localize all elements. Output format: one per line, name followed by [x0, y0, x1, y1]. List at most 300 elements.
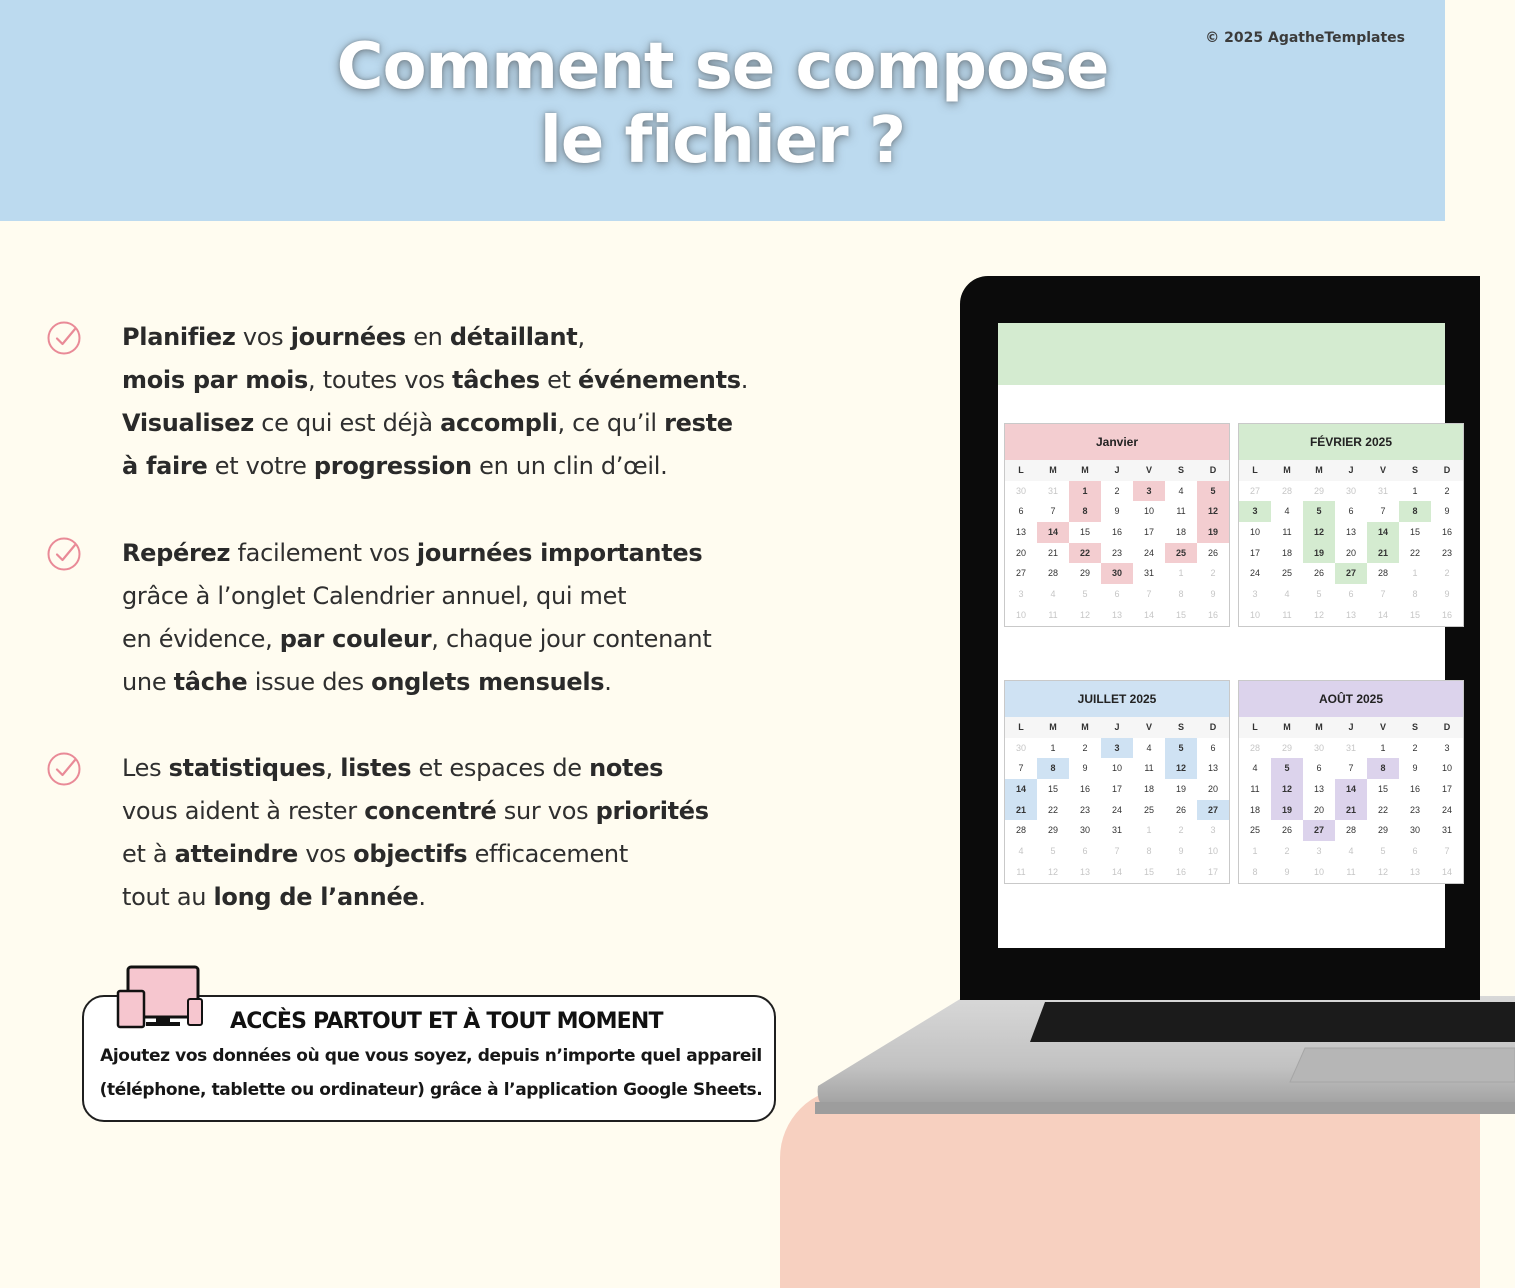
weekday-label: S: [1399, 460, 1431, 481]
calendar-day: 23: [1079, 804, 1090, 815]
calendar-week-row: [1005, 758, 1229, 779]
body-text: vos: [297, 840, 354, 868]
calendar-day-highlighted: 14: [1335, 779, 1367, 800]
calendar-day: 2: [1082, 742, 1088, 753]
body-text: en un clin d’œil.: [471, 452, 668, 480]
calendar-day-highlighted: 8: [1367, 758, 1399, 779]
calendar-day: 30: [1015, 742, 1026, 753]
body-text: ce qui est déjà: [253, 409, 441, 437]
calendar-day: 7: [1146, 589, 1152, 600]
calendar-day: 1: [1178, 568, 1184, 579]
calendar-day: 4: [1284, 506, 1290, 517]
calendar-day: 9: [1284, 866, 1290, 877]
weekday-label: M: [1271, 460, 1303, 481]
calendar-day: 4: [1284, 589, 1290, 600]
calendar-weekday-row: [1239, 460, 1463, 481]
body-text: sur vos: [496, 797, 596, 825]
emphasis-text: priorités: [595, 797, 709, 825]
access-description: [84, 1039, 778, 1107]
calendar-day: 15: [1175, 609, 1186, 620]
weekday-label: V: [1133, 460, 1165, 481]
weekday-label: J: [1335, 717, 1367, 738]
calendar-day: 17: [1207, 866, 1218, 877]
emphasis-text: Repérez: [122, 539, 231, 567]
body-text: facilement vos: [230, 539, 417, 567]
calendar-week-row: [1005, 543, 1229, 564]
calendar-day-highlighted: 8: [1037, 758, 1069, 779]
calendar-title: AOÛT 2025: [1239, 681, 1463, 717]
calendar-day-highlighted: 14: [1367, 522, 1399, 543]
calendar-day: 8: [1146, 846, 1152, 857]
calendar-day: 10: [1207, 846, 1218, 857]
calendar-day: 1: [1252, 846, 1258, 857]
weekday-label: D: [1431, 717, 1463, 738]
calendar-day: 14: [1441, 866, 1452, 877]
calendar-day: 12: [1377, 866, 1388, 877]
feature-text: [122, 747, 806, 919]
calendar-day-highlighted: 21: [1005, 800, 1037, 821]
calendar-title: JUILLET 2025: [1005, 681, 1229, 717]
body-text: et espaces de: [411, 754, 590, 782]
body-text: .: [604, 668, 612, 696]
calendar-day-highlighted: 3: [1239, 501, 1271, 522]
body-text: efficacement: [467, 840, 628, 868]
calendar-day: 9: [1444, 506, 1450, 517]
calendar-day: 7: [1348, 763, 1354, 774]
weekday-label: M: [1069, 717, 1101, 738]
calendar-day-highlighted: 30: [1101, 563, 1133, 584]
weekday-label: D: [1431, 460, 1463, 481]
calendar-day: 31: [1441, 825, 1452, 836]
body-text: en: [405, 323, 450, 351]
calendar-week-row: [1005, 481, 1229, 502]
calendar-week-row: [1239, 563, 1463, 584]
emphasis-text: reste: [664, 409, 733, 437]
calendar-day: 12: [1313, 609, 1324, 620]
calendar-day: 2: [1114, 485, 1120, 496]
check-circle-icon: [46, 320, 82, 356]
calendar-day: 9: [1114, 506, 1120, 517]
emphasis-text: accompli: [440, 409, 558, 437]
calendar-day: 30: [1015, 485, 1026, 496]
weekday-label: V: [1367, 717, 1399, 738]
calendar-day-highlighted: 12: [1197, 501, 1229, 522]
calendar-day: 20: [1207, 784, 1218, 795]
calendar-day: 5: [1050, 846, 1056, 857]
calendar-day: 6: [1316, 763, 1322, 774]
calendar-day: 3: [1018, 589, 1024, 600]
calendar-day-highlighted: 27: [1335, 563, 1367, 584]
body-text: , toutes vos: [308, 366, 453, 394]
calendar-day: 29: [1047, 825, 1058, 836]
calendar-title: Janvier: [1005, 424, 1229, 460]
calendar-day: 13: [1345, 609, 1356, 620]
calendar-day-highlighted: 21: [1367, 543, 1399, 564]
laptop-screen: [998, 323, 1452, 948]
weekday-label: L: [1005, 717, 1037, 738]
emphasis-text: par couleur: [279, 625, 432, 653]
calendar-day: 11: [1144, 763, 1154, 774]
calendar-day: 13: [1409, 866, 1420, 877]
calendar-day-highlighted: 1: [1069, 481, 1101, 502]
calendar-day: 11: [1282, 609, 1292, 620]
calendar-day: 9: [1412, 763, 1418, 774]
calendar-week-row: [1005, 841, 1229, 862]
weekday-label: S: [1165, 717, 1197, 738]
calendar-day: 27: [1015, 568, 1026, 579]
calendar-day: 18: [1249, 804, 1260, 815]
calendar-day: 15: [1079, 527, 1090, 538]
calendar-weekday-row: [1005, 460, 1229, 481]
calendar-week-row: [1005, 501, 1229, 522]
calendar-day: 1: [1412, 568, 1418, 579]
page-title: [0, 30, 1445, 178]
calendar-day: 31: [1377, 485, 1388, 496]
calendar-day: 26: [1313, 568, 1324, 579]
calendar-day: 30: [1313, 742, 1324, 753]
calendar-day: 4: [1348, 846, 1354, 857]
weekday-label: M: [1037, 460, 1069, 481]
calendar-day: 7: [1114, 846, 1120, 857]
weekday-label: V: [1367, 460, 1399, 481]
calendar-week-row: [1005, 563, 1229, 584]
decorative-pink-shape: [780, 1088, 1480, 1288]
calendar-february: [1238, 423, 1464, 627]
access-title: ACCÈS PARTOUT ET À TOUT MOMENT: [230, 1009, 663, 1034]
title-line-1: Comment se compose: [336, 30, 1109, 104]
emphasis-text: progression: [313, 452, 472, 480]
calendar-title: FÉVRIER 2025: [1239, 424, 1463, 460]
calendar-day: 1: [1146, 825, 1152, 836]
emphasis-text: à faire: [122, 452, 208, 480]
calendar-day: 11: [1176, 506, 1186, 517]
calendar-day: 16: [1441, 609, 1452, 620]
calendar-day: 1: [1412, 485, 1418, 496]
laptop-base: [815, 996, 1515, 1116]
calendar-week-row: [1239, 522, 1463, 543]
calendar-day: 3: [1210, 825, 1216, 836]
calendar-day: 6: [1348, 589, 1354, 600]
calendar-day-highlighted: 21: [1335, 800, 1367, 821]
emphasis-text: journées importantes: [416, 539, 703, 567]
calendar-day-highlighted: 14: [1005, 779, 1037, 800]
calendar-day: 24: [1441, 804, 1452, 815]
calendar-week-row: [1005, 522, 1229, 543]
calendar-day-highlighted: 19: [1197, 522, 1229, 543]
copyright-notice: © 2025 AgatheTemplates: [1205, 30, 1405, 46]
calendar-week-row: [1005, 584, 1229, 605]
calendar-day-highlighted: 8: [1399, 501, 1431, 522]
calendar-day: 3: [1444, 742, 1450, 753]
calendar-day: 16: [1409, 784, 1420, 795]
calendar-day: 31: [1345, 742, 1356, 753]
calendar-weekday-row: [1239, 717, 1463, 738]
calendar-day: 29: [1313, 485, 1324, 496]
calendar-day-highlighted: 5: [1303, 501, 1335, 522]
calendar-day: 13: [1015, 527, 1026, 538]
body-text: tout au: [122, 883, 214, 911]
calendar-day: 29: [1079, 568, 1090, 579]
calendar-january: [1004, 423, 1230, 627]
calendar-day: 10: [1249, 609, 1260, 620]
calendar-day-highlighted: 19: [1303, 543, 1335, 564]
calendar-day: 26: [1281, 825, 1292, 836]
calendar-day: 2: [1444, 485, 1450, 496]
emphasis-text: objectifs: [353, 840, 468, 868]
calendar-day: 7: [1050, 506, 1056, 517]
body-text: vous aident à rester: [122, 797, 365, 825]
calendar-day: 31: [1111, 825, 1122, 836]
calendar-day: 2: [1444, 568, 1450, 579]
calendar-day: 6: [1210, 742, 1216, 753]
weekday-label: J: [1101, 717, 1133, 738]
calendar-day: 21: [1047, 547, 1058, 558]
calendar-day: 16: [1111, 527, 1122, 538]
calendar-day: 3: [1316, 846, 1322, 857]
calendar-day-highlighted: 27: [1303, 820, 1335, 841]
calendar-day-highlighted: 22: [1069, 543, 1101, 564]
calendar-day-highlighted: 12: [1271, 779, 1303, 800]
calendar-day: 4: [1178, 485, 1184, 496]
calendar-day: 4: [1050, 589, 1056, 600]
calendar-day: 8: [1252, 866, 1258, 877]
calendar-day: 24: [1249, 568, 1260, 579]
calendar-week-row: [1239, 758, 1463, 779]
weekday-label: M: [1037, 717, 1069, 738]
body-text: issue des: [247, 668, 372, 696]
calendar-week-row: [1005, 605, 1229, 626]
calendar-day: 28: [1015, 825, 1026, 836]
calendar-day: 7: [1380, 506, 1386, 517]
calendar-day: 25: [1249, 825, 1260, 836]
body-text: ,: [577, 323, 585, 351]
calendar-day: 17: [1249, 547, 1260, 558]
weekday-label: S: [1399, 717, 1431, 738]
feature-statistics: [46, 747, 806, 919]
calendar-july: [1004, 680, 1230, 884]
calendar-day-highlighted: 8: [1069, 501, 1101, 522]
calendar-day: 26: [1207, 547, 1218, 558]
calendar-august: [1238, 680, 1464, 884]
emphasis-text: onglets mensuels: [371, 668, 605, 696]
check-circle-icon: [46, 751, 82, 787]
emphasis-text: Planifiez: [122, 323, 236, 351]
calendar-day: 7: [1380, 589, 1386, 600]
calendar-day: 6: [1348, 506, 1354, 517]
calendar-week-row: [1239, 605, 1463, 626]
body-text: ,: [325, 754, 341, 782]
calendar-day: 16: [1079, 784, 1090, 795]
calendar-day: 9: [1082, 763, 1088, 774]
calendar-day: 31: [1047, 485, 1058, 496]
calendar-day: 28: [1249, 742, 1260, 753]
calendar-day: 29: [1281, 742, 1292, 753]
calendar-day: 7: [1018, 763, 1024, 774]
calendar-day: 30: [1409, 825, 1420, 836]
emphasis-text: tâche: [173, 668, 248, 696]
calendar-week-row: [1239, 584, 1463, 605]
calendar-day: 6: [1114, 589, 1120, 600]
calendar-day-highlighted: 5: [1165, 738, 1197, 759]
calendar-day-highlighted: 27: [1197, 800, 1229, 821]
calendar-day: 9: [1444, 589, 1450, 600]
calendar-day: 2: [1210, 568, 1216, 579]
calendar-day: 24: [1111, 804, 1122, 815]
body-text: .: [740, 366, 749, 394]
emphasis-text: statistiques: [168, 754, 326, 782]
weekday-label: V: [1133, 717, 1165, 738]
calendar-day: 10: [1313, 866, 1324, 877]
calendar-day-highlighted: 12: [1303, 522, 1335, 543]
calendar-day: 15: [1143, 866, 1154, 877]
calendar-day: 13: [1313, 784, 1324, 795]
calendar-day: 11: [1016, 866, 1026, 877]
calendar-day-highlighted: 5: [1197, 481, 1229, 502]
feature-important-days: [46, 532, 806, 704]
spreadsheet-header-bar: [998, 323, 1445, 385]
calendar-day-highlighted: 12: [1165, 758, 1197, 779]
emphasis-text: concentré: [364, 797, 497, 825]
calendar-day: 13: [1111, 609, 1122, 620]
calendar-week-row: [1005, 779, 1229, 800]
calendar-day: 12: [1079, 609, 1090, 620]
calendar-day-highlighted: 25: [1165, 543, 1197, 564]
calendar-day-highlighted: 3: [1133, 481, 1165, 502]
calendar-weekday-row: [1005, 717, 1229, 738]
calendar-day: 10: [1249, 527, 1260, 538]
calendar-day: 28: [1281, 485, 1292, 496]
calendar-day: 16: [1207, 609, 1218, 620]
calendar-week-row: [1239, 779, 1463, 800]
calendar-day: 20: [1015, 547, 1026, 558]
body-text: grâce à l’onglet Calendrier annuel, qui met: [122, 582, 627, 610]
calendar-week-row: [1239, 738, 1463, 759]
body-text: .: [418, 883, 426, 911]
calendar-day: 8: [1412, 589, 1418, 600]
calendar-day: 5: [1082, 589, 1088, 600]
calendar-day: 29: [1377, 825, 1388, 836]
calendar-day: 4: [1146, 742, 1152, 753]
body-text: vos: [235, 323, 291, 351]
calendar-day: 10: [1143, 506, 1154, 517]
calendar-day: 11: [1250, 784, 1260, 795]
access-line-2: (téléphone, tablette ou ordinateur) grâce à l’application Google Sheets.: [99, 1080, 763, 1100]
calendar-day: 30: [1345, 485, 1356, 496]
calendar-day: 18: [1281, 547, 1292, 558]
devices-icon: [116, 965, 206, 1031]
calendar-day: 25: [1143, 804, 1154, 815]
calendar-week-row: [1239, 481, 1463, 502]
calendar-day: 5: [1316, 589, 1322, 600]
access-line-1: Ajoutez vos données où que vous soyez, depuis n’importe quel appareil: [100, 1046, 762, 1066]
calendar-week-row: [1239, 862, 1463, 883]
body-text: , chaque jour contenant: [431, 625, 712, 653]
calendar-day-highlighted: 19: [1271, 800, 1303, 821]
calendar-week-row: [1239, 501, 1463, 522]
calendar-day-highlighted: 3: [1101, 738, 1133, 759]
emphasis-text: mois par mois: [122, 366, 309, 394]
feature-planning: [46, 316, 806, 488]
emphasis-text: listes: [340, 754, 412, 782]
body-text: et: [539, 366, 579, 394]
calendar-week-row: [1005, 862, 1229, 883]
calendar-day: 30: [1079, 825, 1090, 836]
calendar-day: 11: [1282, 527, 1292, 538]
calendar-day: 24: [1143, 547, 1154, 558]
weekday-label: L: [1239, 460, 1271, 481]
body-text: et à: [122, 840, 175, 868]
body-text: et votre: [207, 452, 314, 480]
emphasis-text: journées: [290, 323, 406, 351]
calendar-day: 13: [1345, 527, 1356, 538]
calendar-day: 17: [1111, 784, 1122, 795]
calendar-day: 26: [1175, 804, 1186, 815]
calendar-day: 14: [1143, 609, 1154, 620]
emphasis-text: événements: [578, 366, 741, 394]
calendar-day: 28: [1047, 568, 1058, 579]
check-circle-icon: [46, 536, 82, 572]
calendar-day: 4: [1018, 846, 1024, 857]
calendar-day: 6: [1412, 846, 1418, 857]
calendar-day: 2: [1412, 742, 1418, 753]
calendar-day: 15: [1377, 784, 1388, 795]
calendar-week-row: [1005, 800, 1229, 821]
weekday-label: D: [1197, 717, 1229, 738]
calendar-day: 13: [1207, 763, 1218, 774]
calendar-day: 9: [1210, 589, 1216, 600]
body-text: en évidence,: [122, 625, 280, 653]
body-text: , ce qu’il: [557, 409, 665, 437]
calendar-day: 18: [1143, 784, 1154, 795]
calendar-day: 2: [1178, 825, 1184, 836]
calendar-day: 25: [1281, 568, 1292, 579]
calendar-day: 17: [1441, 784, 1452, 795]
emphasis-text: atteindre: [174, 840, 298, 868]
calendar-day: 5: [1380, 846, 1386, 857]
calendar-day: 28: [1377, 568, 1388, 579]
calendar-day: 10: [1441, 763, 1452, 774]
calendar-day: 6: [1082, 846, 1088, 857]
calendar-day: 18: [1175, 527, 1186, 538]
weekday-label: D: [1197, 460, 1229, 481]
calendar-day: 14: [1111, 866, 1122, 877]
emphasis-text: notes: [589, 754, 664, 782]
calendar-day: 15: [1409, 527, 1420, 538]
calendar-day-highlighted: 5: [1271, 758, 1303, 779]
calendar-week-row: [1005, 738, 1229, 759]
calendar-day: 23: [1409, 804, 1420, 815]
weekday-label: M: [1069, 460, 1101, 481]
weekday-label: L: [1005, 460, 1037, 481]
weekday-label: J: [1335, 460, 1367, 481]
calendar-day: 10: [1111, 763, 1122, 774]
calendar-day: 13: [1079, 866, 1090, 877]
calendar-day: 20: [1313, 804, 1324, 815]
calendar-day: 17: [1143, 527, 1154, 538]
calendar-week-row: [1239, 820, 1463, 841]
calendar-week-row: [1239, 543, 1463, 564]
calendar-day: 22: [1409, 547, 1420, 558]
calendar-day: 31: [1143, 568, 1154, 579]
emphasis-text: long de l’année: [213, 883, 419, 911]
calendar-week-row: [1239, 800, 1463, 821]
emphasis-text: Visualisez: [122, 409, 254, 437]
calendar-day: 8: [1178, 589, 1184, 600]
calendar-day: 7: [1444, 846, 1450, 857]
calendar-day: 19: [1175, 784, 1186, 795]
calendar-day: 11: [1346, 866, 1356, 877]
title-line-2: le fichier ?: [539, 104, 906, 178]
